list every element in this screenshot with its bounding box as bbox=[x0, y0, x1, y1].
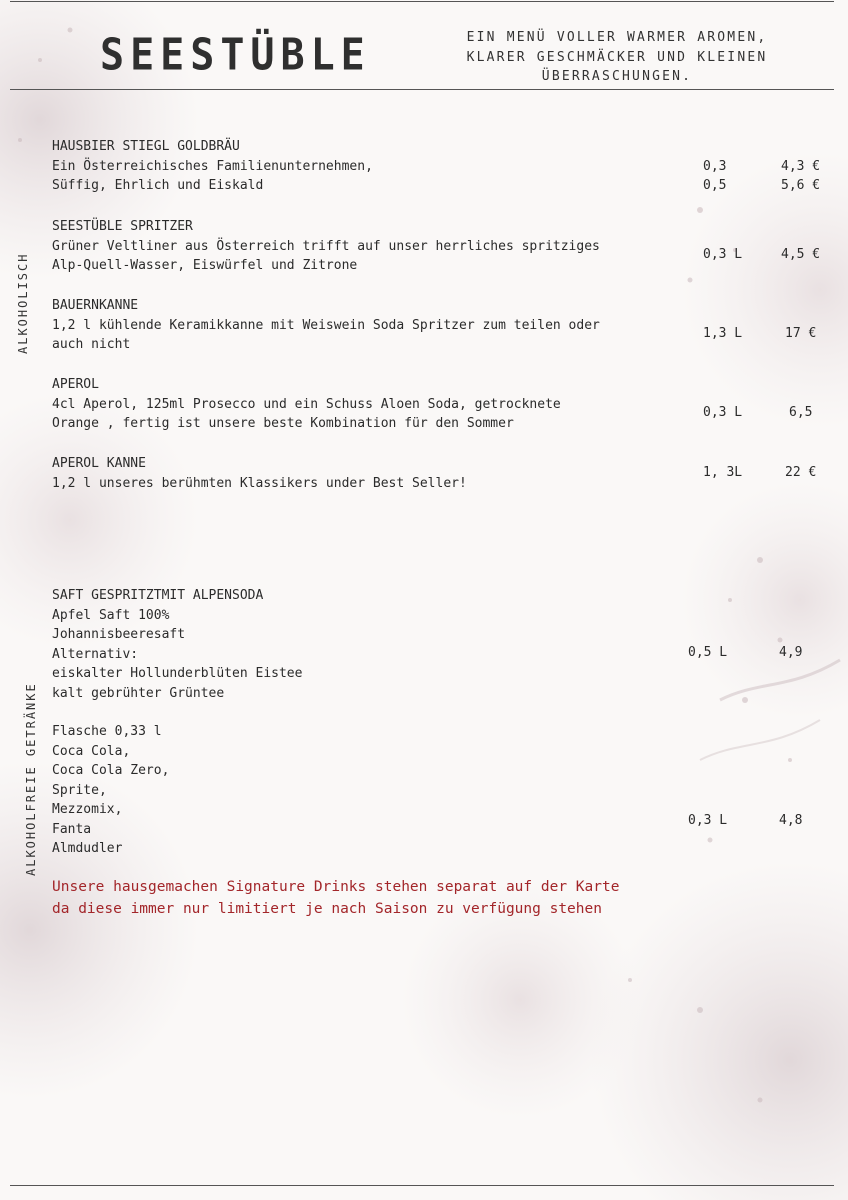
item-size: 0,3 L bbox=[688, 813, 728, 828]
item-description: auch nicht bbox=[52, 337, 131, 352]
item-name: APEROL bbox=[52, 377, 99, 392]
menu-item bbox=[52, 722, 169, 859]
item-description: kalt gebrühter Grüntee bbox=[52, 685, 225, 701]
item-description: Alternativ: bbox=[52, 646, 139, 662]
item-name: SAFT GESPRITZTMIT ALPENSODA bbox=[52, 588, 264, 603]
menu-item bbox=[52, 586, 302, 703]
item-description: Coca Cola, bbox=[52, 743, 131, 759]
item-size: 0,5 L bbox=[688, 645, 728, 660]
item-size: 1, 3L bbox=[703, 465, 743, 480]
item-size: 1,3 L bbox=[703, 326, 743, 341]
item-description: eiskalter Hollunderblüten Eistee bbox=[52, 666, 303, 681]
item-size: 0,5 bbox=[703, 178, 727, 193]
item-price: 5,6 € bbox=[781, 178, 821, 193]
item-description: Sprite, bbox=[52, 782, 107, 798]
item-size: 0,3 bbox=[703, 159, 727, 174]
item-description: Johannisbeeresaft bbox=[52, 627, 186, 642]
item-price: 22 € bbox=[785, 465, 817, 480]
bottom-rule bbox=[10, 1185, 834, 1186]
item-description: Orange , fertig ist unsere beste Kombination für den Sommer bbox=[52, 416, 514, 431]
menu-item bbox=[52, 375, 561, 434]
item-description: Grüner Veltliner aus Österreich trifft auf unser herrliches spritziges bbox=[52, 238, 600, 254]
item-price: 4,3 € bbox=[781, 159, 821, 174]
page-title: SEESTÜBLE bbox=[100, 30, 371, 81]
note-line: da diese immer nur limitiert je nach Saison zu verfügung stehen bbox=[52, 900, 602, 917]
menu-item bbox=[52, 137, 373, 196]
item-description: Coca Cola Zero, bbox=[52, 763, 170, 778]
item-size: 0,3 L bbox=[703, 247, 743, 262]
item-description: Mezzomix, bbox=[52, 802, 123, 817]
tagline-line: EIN MENÜ VOLLER WARMER AROMEN, bbox=[466, 30, 768, 45]
item-description: 1,2 l unseres berühmten Klassikers under Best Seller! bbox=[52, 475, 467, 491]
item-description: Flasche 0,33 l bbox=[52, 724, 162, 739]
item-price: 4,9 bbox=[779, 645, 803, 660]
menu-item bbox=[52, 296, 600, 355]
item-description: Apfel Saft 100% bbox=[52, 607, 170, 623]
item-description: 1,2 l kühlende Keramikkanne mit Weiswein Soda Spritzer zum teilen oder bbox=[52, 317, 600, 333]
item-description: Fanta bbox=[52, 821, 92, 837]
top-rule bbox=[10, 1, 834, 2]
menu-item bbox=[52, 454, 467, 493]
note-line: Unsere hausgemachen Signature Drinks stehen separat auf der Karte bbox=[52, 879, 620, 895]
item-description: Alp-Quell-Wasser, Eiswürfel und Zitrone bbox=[52, 258, 358, 273]
section-label-alcoholic: ALKOHOLISCH bbox=[16, 252, 30, 354]
item-description: 4cl Aperol, 125ml Prosecco und ein Schuss Aloen Soda, getrocknete bbox=[52, 396, 561, 412]
item-price: 6,5 bbox=[789, 405, 813, 420]
item-price: 4,8 bbox=[779, 813, 803, 828]
item-description: Almdudler bbox=[52, 841, 123, 856]
tagline-line: ÜBERRASCHUNGEN. bbox=[541, 69, 693, 84]
header-rule bbox=[10, 89, 834, 90]
item-name: BAUERNKANNE bbox=[52, 298, 139, 313]
item-description: Süffig, Ehrlich und Eiskald bbox=[52, 178, 264, 193]
item-name: HAUSBIER STIEGL GOLDBRÄU bbox=[52, 139, 240, 154]
section-label-non-alcoholic: ALKOHOLFREIE GETRÄNKE bbox=[24, 682, 38, 876]
item-size: 0,3 L bbox=[703, 405, 743, 420]
item-description: Ein Österreichisches Familienunternehmen, bbox=[52, 158, 373, 174]
tagline bbox=[452, 28, 782, 87]
menu-item bbox=[52, 217, 600, 276]
item-price: 4,5 € bbox=[781, 247, 821, 262]
item-name: SEESTÜBLE SPRITZER bbox=[52, 219, 193, 234]
item-price: 17 € bbox=[785, 326, 817, 341]
tagline-line: KLARER GESCHMÄCKER UND KLEINEN bbox=[466, 49, 768, 65]
item-name: APEROL KANNE bbox=[52, 456, 146, 471]
signature-drinks-note bbox=[52, 877, 619, 920]
